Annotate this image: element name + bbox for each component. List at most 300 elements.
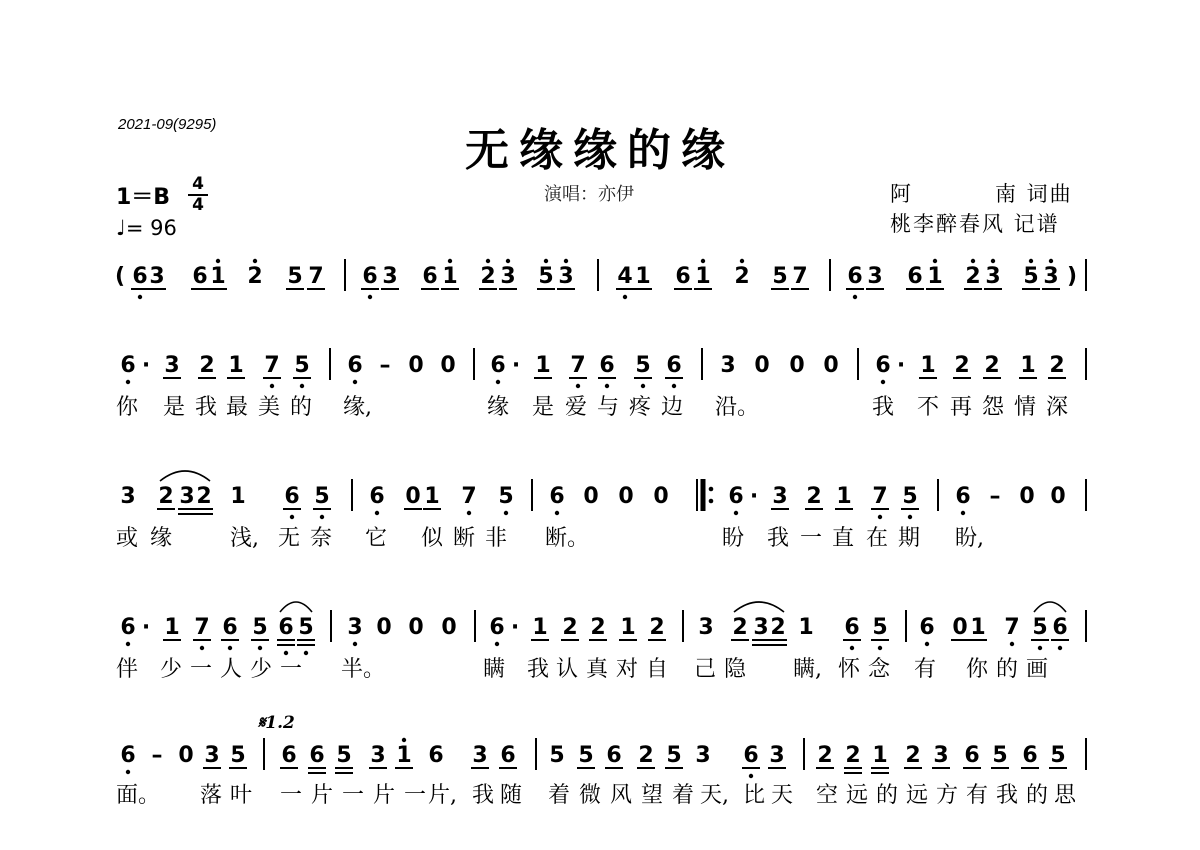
lyric-4-27: 思: [1054, 783, 1077, 808]
note-3-17: 2: [562, 615, 578, 640]
note-1-6: 5: [294, 353, 310, 378]
lyric-1-7: 缘: [487, 395, 510, 420]
lyric-2-12: 一: [800, 526, 823, 551]
lyric-4-8: 片,: [428, 783, 457, 808]
lyric-1-12: 边: [661, 395, 684, 420]
lyric-1-5: 的: [290, 395, 313, 420]
note-3-1: ·: [141, 615, 151, 640]
note-3-27: 6: [844, 615, 860, 640]
note-3-9: 3: [347, 615, 363, 640]
lyric-4-18: 天: [771, 783, 794, 808]
lyric-2-1: 缘: [150, 526, 173, 551]
note-0-22: 2: [734, 264, 750, 289]
note-3-14: 6: [489, 615, 505, 640]
lyric-1-14: 我: [872, 395, 895, 420]
note-4-21: 6: [743, 743, 759, 768]
lyric-2-13: 直: [832, 526, 855, 551]
lyric-3-12: 自: [646, 657, 669, 682]
lyric-3-21: 画: [1026, 657, 1049, 682]
note-4-25: 2: [845, 743, 861, 768]
note-2-29: 0: [1019, 484, 1035, 509]
lyric-3-16: 怀: [838, 657, 861, 682]
octave-high-dot: [933, 259, 937, 263]
repeat-dot: [709, 499, 714, 504]
octave-low-dot: [126, 642, 130, 646]
lyric-4-13: 风: [610, 783, 633, 808]
note-1-10: 0: [408, 353, 424, 378]
note-0-29: 1: [927, 264, 943, 289]
lyric-3-13: 己: [694, 657, 717, 682]
note-3-22: 3: [698, 615, 714, 640]
note-0-32: 5: [1023, 264, 1039, 289]
note-4-17: 6: [606, 743, 622, 768]
lyric-3-7: 瞒: [483, 657, 506, 682]
note-2-27: 6: [955, 484, 971, 509]
lyric-2-16: 盼,: [955, 526, 984, 551]
lyricist-credit: 阿: [890, 182, 913, 206]
note-4-9: 3: [370, 743, 386, 768]
note-3-18: 2: [590, 615, 606, 640]
note-0-19: 1: [635, 264, 651, 289]
note-3-15: ·: [510, 615, 520, 640]
octave-low-dot: [496, 380, 500, 384]
lyric-4-2: 叶: [230, 783, 253, 808]
note-3-2: 1: [164, 615, 180, 640]
octave-low-dot: [126, 770, 130, 774]
lyric-2-5: 它: [365, 526, 388, 551]
octave-high-dot: [544, 259, 548, 263]
note-0-6: 5: [287, 264, 303, 289]
lyric-3-20: 的: [996, 657, 1019, 682]
octave-high-dot: [701, 259, 705, 263]
note-4-10: 1: [396, 743, 412, 768]
lyric-4-16: 天,: [700, 783, 729, 808]
lyric-1-13: 沿。: [715, 395, 760, 420]
lyric-3-5: 一: [280, 657, 303, 682]
lyric-3-9: 认: [556, 657, 579, 682]
octave-low-dot: [228, 646, 232, 650]
note-1-17: 6: [599, 353, 615, 378]
lyric-3-3: 人: [220, 657, 243, 682]
lyric-4-23: 方: [936, 783, 959, 808]
octave-low-dot: [504, 511, 508, 515]
note-2-6: 5: [314, 484, 330, 509]
note-0-10: 3: [382, 264, 398, 289]
lyric-3-10: 真: [586, 657, 609, 682]
lyric-1-6: 缘,: [343, 395, 372, 420]
key-signature: 1＝B: [116, 185, 171, 210]
octave-high-dot: [253, 259, 257, 263]
note-3-7: 5: [298, 615, 314, 640]
note-1-32: 2: [1049, 353, 1065, 378]
note-0-14: 3: [500, 264, 516, 289]
octave-low-dot: [672, 384, 676, 388]
note-2-9: 0: [405, 484, 421, 509]
note-1-3: 2: [199, 353, 215, 378]
octave-low-dot: [270, 384, 274, 388]
note-2-24: 7: [872, 484, 888, 509]
octave-low-dot: [576, 384, 580, 388]
lyric-1-10: 与: [597, 395, 620, 420]
octave-low-dot: [555, 511, 559, 515]
lyric-2-10: 盼: [722, 526, 745, 551]
note-4-0: 6: [120, 743, 136, 768]
lyric-2-6: 似: [421, 526, 444, 551]
lyric-1-8: 是: [532, 395, 555, 420]
note-4-31: 6: [1022, 743, 1038, 768]
note-4-1: –: [151, 743, 163, 768]
note-1-2: 3: [164, 353, 180, 378]
octave-low-dot: [258, 646, 262, 650]
octave-low-dot: [925, 642, 929, 646]
note-1-4: 1: [228, 353, 244, 378]
lyric-3-19: 你: [966, 657, 989, 682]
note-3-34: 5: [1032, 615, 1048, 640]
note-3-12: 0: [441, 615, 457, 640]
note-0-3: 6: [192, 264, 208, 289]
lyric-2-14: 在: [866, 526, 889, 551]
note-0-20: 6: [675, 264, 691, 289]
note-4-19: 5: [666, 743, 682, 768]
note-4-29: 6: [964, 743, 980, 768]
lyric-4-12: 微: [579, 783, 602, 808]
lyric-3-2: 一: [190, 657, 213, 682]
note-2-19: 6: [728, 484, 744, 509]
slur-mark: [160, 471, 210, 481]
lyric-4-9: 我: [472, 783, 495, 808]
note-3-35: 6: [1052, 615, 1068, 640]
octave-low-dot: [1058, 646, 1062, 650]
note-0-21: 1: [695, 264, 711, 289]
note-2-30: 0: [1050, 484, 1066, 509]
lyric-4-10: 随: [500, 783, 523, 808]
octave-low-dot: [320, 515, 324, 519]
note-0-12: 1: [442, 264, 458, 289]
lyric-1-19: 深: [1046, 395, 1069, 420]
octave-low-dot: [284, 651, 288, 655]
lyric-4-21: 的: [876, 783, 899, 808]
lyric-4-24: 有: [966, 783, 989, 808]
note-4-12: 3: [472, 743, 488, 768]
lyric-4-5: 一: [342, 783, 365, 808]
note-1-5: 7: [264, 353, 280, 378]
note-0-16: 3: [558, 264, 574, 289]
octave-low-dot: [1010, 642, 1014, 646]
octave-high-dot: [971, 259, 975, 263]
note-3-10: 0: [376, 615, 392, 640]
note-4-18: 2: [638, 743, 654, 768]
lyric-4-22: 远: [906, 783, 929, 808]
lyric-3-0: 伴: [116, 657, 139, 682]
note-4-24: 2: [817, 743, 833, 768]
note-4-20: 3: [695, 743, 711, 768]
note-2-20: ·: [749, 484, 759, 509]
octave-low-dot: [353, 380, 357, 384]
lyric-4-20: 远: [846, 783, 869, 808]
note-0-26: 6: [847, 264, 863, 289]
lyric-2-15: 期: [898, 526, 921, 551]
note-0-15: 5: [538, 264, 554, 289]
note-1-30: 2: [984, 353, 1000, 378]
octave-low-dot: [300, 384, 304, 388]
note-3-19: 1: [620, 615, 636, 640]
note-1-22: 0: [754, 353, 770, 378]
note-2-5: 6: [284, 484, 300, 509]
octave-low-dot: [605, 384, 609, 388]
note-0-23: 5: [772, 264, 788, 289]
note-2-8: 6: [369, 484, 385, 509]
note-4-8: 5: [336, 743, 352, 768]
lyric-1-1: 是: [163, 395, 186, 420]
note-3-6: 6: [278, 615, 294, 640]
lyric-3-11: 对: [616, 657, 639, 682]
note-0-0: (: [114, 264, 126, 289]
note-0-7: 7: [308, 264, 324, 289]
octave-low-dot: [1038, 646, 1042, 650]
lyric-4-15: 着: [672, 783, 695, 808]
note-0-13: 2: [480, 264, 496, 289]
note-1-27: ·: [896, 353, 906, 378]
octave-low-dot: [126, 380, 130, 384]
lyric-3-8: 我: [527, 657, 550, 682]
note-4-2: 0: [178, 743, 194, 768]
segno-mark: 𝄋1.2: [258, 713, 295, 733]
note-3-24: 3: [753, 615, 769, 640]
note-2-15: 0: [583, 484, 599, 509]
lyric-1-15: 不: [917, 395, 940, 420]
note-2-16: 0: [618, 484, 634, 509]
note-2-0: 3: [120, 484, 136, 509]
note-1-9: –: [379, 353, 391, 378]
note-4-4: 5: [230, 743, 246, 768]
note-1-16: 7: [570, 353, 586, 378]
note-0-2: 3: [149, 264, 165, 289]
note-1-15: 1: [535, 353, 551, 378]
note-0-11: 6: [422, 264, 438, 289]
note-4-30: 5: [992, 743, 1008, 768]
octave-low-dot: [878, 646, 882, 650]
note-1-13: 6: [490, 353, 506, 378]
octave-low-dot: [961, 511, 965, 515]
note-3-20: 2: [649, 615, 665, 640]
note-4-22: 3: [769, 743, 785, 768]
octave-high-dot: [216, 259, 220, 263]
singer-credit: 演唱：亦伊: [544, 184, 634, 205]
slur-mark: [734, 602, 784, 612]
lyric-4-7: 一: [404, 783, 427, 808]
slur-mark: [1034, 602, 1066, 612]
note-1-23: 0: [789, 353, 805, 378]
note-4-26: 1: [872, 743, 888, 768]
note-0-33: 3: [1043, 264, 1059, 289]
transcriber-credit: 桃李醉春风 记谱: [890, 212, 1060, 236]
octave-high-dot: [1029, 259, 1033, 263]
lyric-1-18: 情: [1014, 395, 1037, 420]
octave-low-dot: [850, 646, 854, 650]
note-0-28: 6: [907, 264, 923, 289]
lyric-2-3: 无: [278, 526, 301, 551]
note-3-31: 0: [952, 615, 968, 640]
song-title: 无缘缘的缘: [465, 125, 735, 176]
lyric-4-3: 一: [280, 783, 303, 808]
note-3-33: 7: [1004, 615, 1020, 640]
note-3-4: 6: [222, 615, 238, 640]
note-1-18: 5: [635, 353, 651, 378]
tempo-marking: ♩= 96: [116, 216, 177, 240]
note-2-21: 3: [772, 484, 788, 509]
composer-credit: 南 词曲: [995, 182, 1073, 206]
octave-high-dot: [486, 259, 490, 263]
note-2-4: 1: [230, 484, 246, 509]
lyric-2-8: 非: [485, 526, 508, 551]
note-4-16: 5: [578, 743, 594, 768]
octave-low-dot: [734, 511, 738, 515]
note-4-3: 3: [204, 743, 220, 768]
note-2-12: 5: [498, 484, 514, 509]
note-4-15: 5: [549, 743, 565, 768]
time-signature-top: 4: [192, 174, 204, 194]
lyric-2-9: 断。: [545, 526, 590, 551]
note-4-7: 6: [309, 743, 325, 768]
time-signature-bottom: 4: [192, 195, 204, 215]
octave-low-dot: [304, 651, 308, 655]
note-4-6: 6: [281, 743, 297, 768]
note-3-32: 1: [970, 615, 986, 640]
lyric-3-14: 隐: [724, 657, 747, 682]
lyric-3-17: 念: [868, 657, 891, 682]
note-3-11: 0: [408, 615, 424, 640]
note-2-1: 2: [158, 484, 174, 509]
lyric-3-4: 少: [250, 657, 273, 682]
note-2-28: –: [989, 484, 1001, 509]
note-1-1: ·: [141, 353, 151, 378]
note-2-23: 1: [836, 484, 852, 509]
slur-mark: [280, 602, 312, 612]
lyric-1-0: 你: [116, 395, 139, 420]
note-3-26: 1: [798, 615, 814, 640]
note-0-4: 1: [210, 264, 226, 289]
lyric-4-17: 比: [743, 783, 766, 808]
lyric-1-9: 爱: [565, 395, 588, 420]
octave-low-dot: [495, 642, 499, 646]
octave-high-dot: [564, 259, 568, 263]
note-4-11: 6: [428, 743, 444, 768]
octave-high-dot: [506, 259, 510, 263]
octave-high-dot: [402, 738, 406, 742]
octave-low-dot: [138, 295, 142, 299]
octave-low-dot: [290, 515, 294, 519]
lyric-1-4: 美: [258, 395, 281, 420]
note-0-30: 2: [965, 264, 981, 289]
note-1-0: 6: [120, 353, 136, 378]
note-3-3: 7: [194, 615, 210, 640]
note-2-22: 2: [806, 484, 822, 509]
lyric-1-3: 最: [226, 395, 249, 420]
note-0-9: 6: [362, 264, 378, 289]
lyric-4-4: 片: [311, 783, 334, 808]
note-1-21: 3: [720, 353, 736, 378]
note-0-1: 6: [132, 264, 148, 289]
octave-low-dot: [375, 511, 379, 515]
note-1-24: 0: [823, 353, 839, 378]
note-0-5: 2: [247, 264, 263, 289]
octave-high-dot: [448, 259, 452, 263]
note-1-28: 1: [920, 353, 936, 378]
note-1-19: 6: [666, 353, 682, 378]
octave-high-dot: [740, 259, 744, 263]
note-1-14: ·: [511, 353, 521, 378]
note-4-32: 5: [1050, 743, 1066, 768]
note-2-25: 5: [902, 484, 918, 509]
note-2-17: 0: [653, 484, 669, 509]
lyric-1-2: 我: [195, 395, 218, 420]
note-4-27: 2: [905, 743, 921, 768]
note-3-5: 5: [252, 615, 268, 640]
note-3-25: 2: [770, 615, 786, 640]
note-2-14: 6: [549, 484, 565, 509]
octave-low-dot: [853, 295, 857, 299]
octave-low-dot: [878, 515, 882, 519]
lyric-4-19: 空: [816, 783, 839, 808]
lyric-4-1: 落: [200, 783, 223, 808]
lyric-4-26: 的: [1026, 783, 1049, 808]
note-2-2: 3: [179, 484, 195, 509]
lyric-4-14: 望: [641, 783, 664, 808]
lyric-2-2: 浅,: [230, 526, 259, 551]
lyric-2-7: 断: [453, 526, 476, 551]
note-1-29: 2: [954, 353, 970, 378]
octave-low-dot: [368, 295, 372, 299]
note-4-13: 6: [500, 743, 516, 768]
lyric-4-11: 着: [548, 783, 571, 808]
note-3-28: 5: [872, 615, 888, 640]
octave-low-dot: [353, 642, 357, 646]
lyric-1-16: 再: [950, 395, 973, 420]
lyric-4-6: 片: [373, 783, 396, 808]
note-1-11: 0: [440, 353, 456, 378]
note-0-27: 3: [867, 264, 883, 289]
lyric-2-0: 或: [116, 526, 139, 551]
repeat-dot: [709, 487, 714, 492]
octave-low-dot: [881, 380, 885, 384]
lyric-3-15: 瞒,: [793, 657, 822, 682]
octave-low-dot: [749, 774, 753, 778]
lyric-3-18: 有: [914, 657, 937, 682]
note-0-18: 4: [617, 264, 633, 289]
note-4-28: 3: [933, 743, 949, 768]
note-3-23: 2: [732, 615, 748, 640]
octave-high-dot: [991, 259, 995, 263]
note-3-0: 6: [120, 615, 136, 640]
note-3-30: 6: [919, 615, 935, 640]
octave-high-dot: [1049, 259, 1053, 263]
lyric-1-11: 疼: [629, 395, 652, 420]
note-2-3: 2: [196, 484, 212, 509]
lyric-3-1: 少: [160, 657, 183, 682]
octave-low-dot: [467, 511, 471, 515]
octave-low-dot: [641, 384, 645, 388]
note-2-10: 1: [424, 484, 440, 509]
note-1-26: 6: [875, 353, 891, 378]
note-0-24: 7: [792, 264, 808, 289]
octave-low-dot: [908, 515, 912, 519]
lyric-4-25: 我: [996, 783, 1019, 808]
octave-low-dot: [200, 646, 204, 650]
note-3-16: 1: [532, 615, 548, 640]
octave-low-dot: [623, 295, 627, 299]
lyric-2-4: 奈: [310, 526, 333, 551]
note-0-34: ): [1066, 264, 1078, 289]
